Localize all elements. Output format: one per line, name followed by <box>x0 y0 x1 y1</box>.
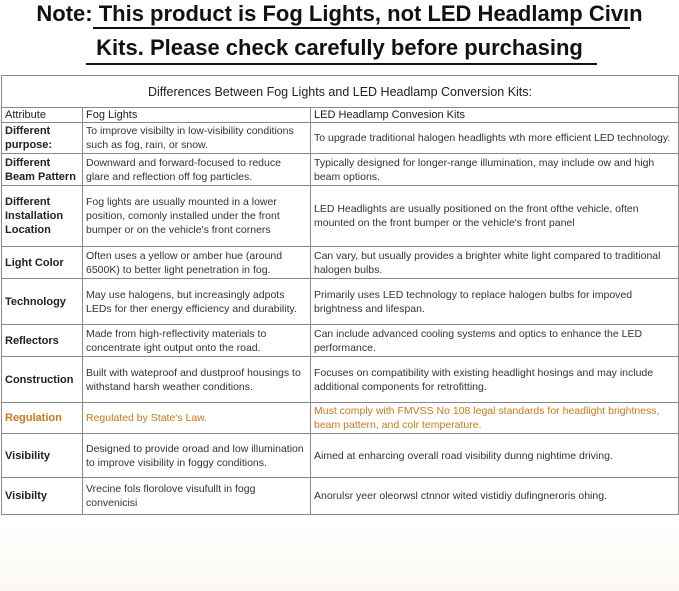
row-attribute: Visibility <box>2 434 83 478</box>
row-attribute: Construction <box>2 357 83 403</box>
row-led-kits: Must comply with FMVSS No 108 legal standards for headlight brightness, beam pattern, and colr temperature. <box>311 403 679 434</box>
row-fog-lights: Fog lights are usually mounted in a lower position, comonly installed under the front bumper or on the vehicle's front corners <box>83 186 311 247</box>
table-row <box>2 154 679 186</box>
note-line-1: Note: This product is Fog Lights, not LED Headlamp Civın <box>36 1 643 26</box>
row-fog-lights: Downward and forward-focused to reduce glare and reflection off fog particles. <box>83 154 311 186</box>
table-row <box>2 434 679 478</box>
row-fog-lights: Designed to provide oroad and low illumination to improve visibility in foggy conditions. <box>83 434 311 478</box>
header-fog-lights: Fog Lights <box>83 108 311 123</box>
row-attribute: Different purpose: <box>2 123 83 154</box>
row-fog-lights: Vrecine fols florolove visufullt in fogg convenicisi <box>83 478 311 515</box>
row-fog-lights: Regulated by State's Law. <box>83 403 311 434</box>
table-row <box>2 357 679 403</box>
row-fog-lights: Built with wateproof and dustproof housings to withstand harsh weather conditions. <box>83 357 311 403</box>
row-led-kits: Primarily uses LED technology to replace halogen bulbs for impoved brightness and lifespan. <box>311 279 679 325</box>
table-row <box>2 325 679 357</box>
row-attribute: Different Installation Location <box>2 186 83 247</box>
table-row <box>2 186 679 247</box>
row-attribute: Technology <box>2 279 83 325</box>
row-fog-lights: To improve visibilty in low-visibility conditions such as fog, rain, or snow. <box>83 123 311 154</box>
row-fog-lights: Made from high-reflectivity materials to concentrate ight output onto the road. <box>83 325 311 357</box>
comparison-table <box>1 75 679 515</box>
row-led-kits: LED Headlights are usually positioned on the front ofthe vehicle, often mounted on the front bumper or the vehicle's front panel <box>311 186 679 247</box>
row-fog-lights: May use halogens, but increasingly adpots LEDs for ther energy efficiency and durability. <box>83 279 311 325</box>
header-led-kits: LED Headlamp Convesion Kits <box>311 108 679 123</box>
row-fog-lights: Often uses a yellow or amber hue (around 6500K) to better light penetration in fog. <box>83 247 311 279</box>
table-row <box>2 123 679 154</box>
note-line-1-underline <box>93 27 630 29</box>
comparison-table-container <box>1 75 678 515</box>
note-line-2: Kits. Please check carefully before purchasing <box>96 35 583 60</box>
row-led-kits: Focuses on compatibility with existing headlight hosings and may include additional components for retrofitting. <box>311 357 679 403</box>
row-led-kits: Typically designed for longer-range illumination, may include ow and high beam options. <box>311 154 679 186</box>
row-attribute: Regulation <box>2 403 83 434</box>
table-row <box>2 403 679 434</box>
table-row <box>2 478 679 515</box>
table-header-row <box>2 108 679 123</box>
bottom-fade <box>0 520 679 591</box>
row-attribute: Visibilty <box>2 478 83 515</box>
row-led-kits: Can include advanced cooling systems and optics to enhance the LED performance. <box>311 325 679 357</box>
row-led-kits: Can vary, but usually provides a brighter white light compared to traditional halogen bulbs. <box>311 247 679 279</box>
row-led-kits: Aimed at enharcing overall road visibility dunng nightime driving. <box>311 434 679 478</box>
table-title: Differences Between Fog Lights and LED Headlamp Conversion Kits: <box>2 76 679 108</box>
row-attribute: Light Color <box>2 247 83 279</box>
row-attribute: Different Beam Pattern <box>2 154 83 186</box>
header-attribute: Attribute <box>2 108 83 123</box>
row-led-kits: To upgrade traditional halogen headlights wth more efficient LED technology. <box>311 123 679 154</box>
note-line-2-underline <box>86 63 597 65</box>
row-led-kits: Anorulsr yeer oleorwsl ctnnor wited vistidiy dufingneroris ohing. <box>311 478 679 515</box>
table-row <box>2 279 679 325</box>
table-row <box>2 247 679 279</box>
row-attribute: Reflectors <box>2 325 83 357</box>
